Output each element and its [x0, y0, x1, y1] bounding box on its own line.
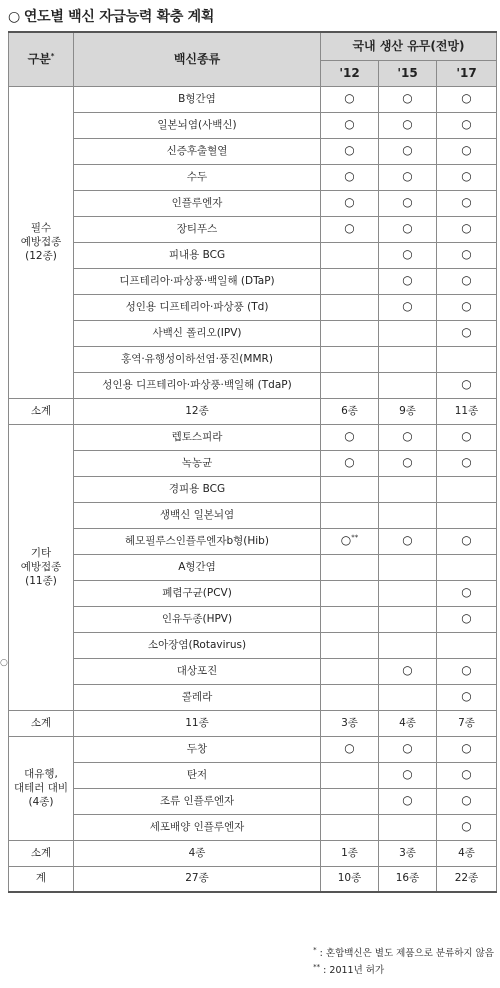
- vaccine-name: 경피용 BCG: [74, 476, 321, 502]
- production-mark-y12: [321, 528, 379, 554]
- subtotal-2012: 3종: [321, 710, 379, 736]
- table-row: [9, 190, 497, 216]
- production-mark: ○: [461, 767, 472, 782]
- production-mark: ○: [461, 117, 472, 132]
- production-mark: ○: [344, 455, 355, 470]
- production-mark-y12: [321, 164, 379, 190]
- grand-total-2015: 16종: [379, 866, 437, 892]
- production-mark-y12: [321, 138, 379, 164]
- production-mark: ○: [461, 455, 472, 470]
- production-mark-y12: [321, 424, 379, 450]
- production-mark-y15: [379, 268, 437, 294]
- header-category-label: 구분: [27, 52, 51, 67]
- vaccine-name: A형간염: [74, 554, 321, 580]
- page-title: [8, 6, 214, 26]
- production-mark-y12: [321, 372, 379, 398]
- table-row: [9, 112, 497, 138]
- production-mark-y15: [379, 190, 437, 216]
- vaccine-name: B형간염: [74, 86, 321, 112]
- production-mark-y12: [321, 814, 379, 840]
- footnote-1: [313, 945, 494, 962]
- category-cell: [9, 736, 74, 840]
- footnote-2: [313, 962, 494, 979]
- production-mark: ○: [402, 793, 413, 808]
- table-row: [9, 528, 497, 554]
- production-mark: ○: [461, 325, 472, 340]
- vaccine-name: 소아장염(Rotavirus): [74, 632, 321, 658]
- subtotal-label: 소계: [9, 710, 74, 736]
- table-body: [9, 86, 497, 892]
- production-mark-y12: [321, 580, 379, 606]
- table-row: [9, 658, 497, 684]
- production-mark: ○: [402, 767, 413, 782]
- production-mark: ○: [402, 455, 413, 470]
- production-mark-y15: [379, 346, 437, 372]
- header-category: [9, 32, 74, 86]
- production-mark: ○: [461, 169, 472, 184]
- production-mark: ○: [461, 221, 472, 236]
- vaccine-name: 인유두종(HPV): [74, 606, 321, 632]
- subtotal-total: 11종: [74, 710, 321, 736]
- table-row: [9, 268, 497, 294]
- production-mark-y15: [379, 788, 437, 814]
- category-line: 대유행,: [24, 767, 58, 780]
- production-mark-y17: [437, 372, 497, 398]
- production-mark: ○: [402, 221, 413, 236]
- table-row: [9, 814, 497, 840]
- production-mark-y15: [379, 606, 437, 632]
- grand-total-total: 27종: [74, 866, 321, 892]
- subtotal-2015: 4종: [379, 710, 437, 736]
- table-row: [9, 684, 497, 710]
- vaccine-name: 콜레라: [74, 684, 321, 710]
- production-mark-y12: [321, 502, 379, 528]
- production-mark-y17: [437, 476, 497, 502]
- header-production: 국내 생산 유무(전망): [321, 32, 497, 60]
- vaccine-name: 세포배양 인플루엔자: [74, 814, 321, 840]
- footnote-2-mark: **: [313, 962, 321, 971]
- production-mark: ○: [402, 429, 413, 444]
- production-mark: ○: [402, 273, 413, 288]
- table-row: [9, 346, 497, 372]
- title-bullet: ○: [8, 9, 20, 25]
- table-row: [9, 242, 497, 268]
- production-mark: ○: [402, 533, 413, 548]
- subtotal-row: [9, 398, 497, 424]
- production-mark: ○: [461, 663, 472, 678]
- production-mark-y17: [437, 294, 497, 320]
- table-row: [9, 372, 497, 398]
- category-cell: [9, 424, 74, 710]
- production-mark: ○: [344, 169, 355, 184]
- table-row: [9, 632, 497, 658]
- category-line: (12종): [25, 250, 57, 263]
- production-mark-y15: [379, 294, 437, 320]
- production-mark-y15: [379, 476, 437, 502]
- production-mark: ○: [402, 117, 413, 132]
- production-mark-y17: [437, 502, 497, 528]
- production-mark: ○: [461, 533, 472, 548]
- production-mark-y12: [321, 554, 379, 580]
- production-mark: ○: [344, 195, 355, 210]
- production-mark-y15: [379, 814, 437, 840]
- table-row: [9, 138, 497, 164]
- production-mark: ○: [402, 195, 413, 210]
- production-mark-y15: [379, 164, 437, 190]
- table-row: [9, 424, 497, 450]
- production-mark-y12: [321, 606, 379, 632]
- production-mark: ○: [461, 195, 472, 210]
- production-mark: ○: [402, 663, 413, 678]
- table-row: [9, 788, 497, 814]
- table-row: [9, 502, 497, 528]
- grand-total-2017: 22종: [437, 866, 497, 892]
- approval-note-mark: **: [351, 533, 359, 542]
- header-year-2012: '12: [321, 60, 379, 86]
- vaccine-name: 렙토스피라: [74, 424, 321, 450]
- production-mark-y15: [379, 684, 437, 710]
- table-row: [9, 450, 497, 476]
- production-mark-y17: [437, 632, 497, 658]
- vaccine-name: 생백신 일본뇌염: [74, 502, 321, 528]
- vaccine-name: 일본뇌염(사백신): [74, 112, 321, 138]
- category-line: 필수: [30, 221, 52, 234]
- production-mark: ○: [402, 143, 413, 158]
- vaccine-name: 폐렴구균(PCV): [74, 580, 321, 606]
- production-mark: ○: [461, 377, 472, 392]
- footnote-1-mark: *: [313, 945, 317, 954]
- production-mark-y15: [379, 580, 437, 606]
- production-mark: ○: [461, 689, 472, 704]
- footnote-1-text: : 혼합백신은 별도 제품으로 분류하지 않음: [316, 948, 494, 959]
- production-mark-y17: [437, 164, 497, 190]
- production-mark-y17: [437, 736, 497, 762]
- table-row: [9, 580, 497, 606]
- side-mark: ○: [0, 658, 8, 668]
- production-mark-y12: [321, 242, 379, 268]
- production-mark: ○: [461, 247, 472, 262]
- production-mark-y15: [379, 736, 437, 762]
- production-mark-y15: [379, 658, 437, 684]
- production-mark-y15: [379, 502, 437, 528]
- category-cell: [9, 86, 74, 398]
- production-mark: ○: [402, 247, 413, 262]
- production-mark: ○: [402, 299, 413, 314]
- production-mark: ○: [461, 299, 472, 314]
- production-mark: ○: [344, 143, 355, 158]
- vaccine-name: 탄저: [74, 762, 321, 788]
- production-mark-y12: [321, 736, 379, 762]
- grand-total-row: [9, 866, 497, 892]
- table-row: [9, 476, 497, 502]
- production-mark-y17: [437, 788, 497, 814]
- production-mark-y12: [321, 684, 379, 710]
- production-mark-y12: [321, 762, 379, 788]
- production-mark-y17: [437, 138, 497, 164]
- category-line: 대테러 대비: [13, 781, 69, 794]
- table-row: [9, 216, 497, 242]
- production-mark-y17: [437, 112, 497, 138]
- vaccine-name: 장티푸스: [74, 216, 321, 242]
- production-mark: ○: [344, 429, 355, 444]
- production-mark: ○: [461, 429, 472, 444]
- production-mark-y17: [437, 684, 497, 710]
- subtotal-row: [9, 710, 497, 736]
- production-mark: ○: [461, 585, 472, 600]
- production-mark-y17: [437, 762, 497, 788]
- production-mark-y15: [379, 86, 437, 112]
- production-mark: ○: [461, 611, 472, 626]
- vaccine-name: 조류 인플루엔자: [74, 788, 321, 814]
- production-mark: ○: [402, 741, 413, 756]
- production-mark-y17: [437, 814, 497, 840]
- table-row: [9, 736, 497, 762]
- vaccine-name: 성인용 디프테리아·파상풍·백일해 (TdaP): [74, 372, 321, 398]
- subtotal-2015: 3종: [379, 840, 437, 866]
- vaccine-name: 수두: [74, 164, 321, 190]
- vaccine-name: 디프테리아·파상풍·백일해 (DTaP): [74, 268, 321, 294]
- production-mark-y17: [437, 320, 497, 346]
- grand-total-label: 계: [9, 866, 74, 892]
- grand-total-2012: 10종: [321, 866, 379, 892]
- production-mark-y12: [321, 320, 379, 346]
- table-row: [9, 606, 497, 632]
- production-mark-y12: [321, 450, 379, 476]
- vaccine-table: [8, 31, 497, 893]
- production-mark: ○: [344, 741, 355, 756]
- production-mark-y17: [437, 190, 497, 216]
- footnotes: [313, 945, 494, 979]
- production-mark-y15: [379, 242, 437, 268]
- category-line: (11종): [25, 575, 57, 588]
- subtotal-label: 소계: [9, 840, 74, 866]
- subtotal-label: 소계: [9, 398, 74, 424]
- production-mark-y12: [321, 632, 379, 658]
- production-mark-y12: [321, 294, 379, 320]
- subtotal-total: 4종: [74, 840, 321, 866]
- production-mark-y12: [321, 658, 379, 684]
- category-line: 예방접종: [20, 560, 62, 573]
- footnote-2-text: : 2011년 허가: [320, 965, 385, 976]
- production-mark-y17: [437, 554, 497, 580]
- table-row: [9, 164, 497, 190]
- production-mark: ○: [461, 143, 472, 158]
- vaccine-name: 인플루엔자: [74, 190, 321, 216]
- header-vaccine: 백신종류: [74, 32, 321, 86]
- subtotal-2017: 7종: [437, 710, 497, 736]
- table-row: [9, 762, 497, 788]
- production-mark-y17: [437, 580, 497, 606]
- subtotal-2015: 9종: [379, 398, 437, 424]
- production-mark-y15: [379, 320, 437, 346]
- production-mark-y15: [379, 424, 437, 450]
- production-mark-y17: [437, 606, 497, 632]
- production-mark-y15: [379, 554, 437, 580]
- production-mark: ○: [461, 741, 472, 756]
- production-mark: ○: [402, 169, 413, 184]
- production-mark: ○: [461, 793, 472, 808]
- production-mark-y12: [321, 216, 379, 242]
- production-mark-y15: [379, 528, 437, 554]
- production-mark-y15: [379, 632, 437, 658]
- category-line: (4종): [28, 796, 54, 809]
- table-row: [9, 294, 497, 320]
- title-text: 연도별 백신 자급능력 확충 계획: [23, 9, 215, 25]
- production-mark: ○: [461, 819, 472, 834]
- header-year-2017: '17: [437, 60, 497, 86]
- production-mark: ○: [344, 117, 355, 132]
- production-mark-y17: [437, 528, 497, 554]
- subtotal-2012: 1종: [321, 840, 379, 866]
- vaccine-name: 사백신 폴리오(IPV): [74, 320, 321, 346]
- table-row: [9, 320, 497, 346]
- production-mark-y17: [437, 242, 497, 268]
- production-mark-y17: [437, 424, 497, 450]
- production-mark-y12: [321, 268, 379, 294]
- header-category-mark: *: [50, 52, 55, 61]
- production-mark: ○: [402, 91, 413, 106]
- production-mark-y12: [321, 788, 379, 814]
- table-row: [9, 86, 497, 112]
- production-mark: ○: [344, 221, 355, 236]
- subtotal-2017: 11종: [437, 398, 497, 424]
- category-line: 기타: [30, 546, 52, 559]
- production-mark-y17: [437, 216, 497, 242]
- production-mark-y12: [321, 112, 379, 138]
- vaccine-name: 대상포진: [74, 658, 321, 684]
- production-mark: ○: [461, 273, 472, 288]
- subtotal-total: 12종: [74, 398, 321, 424]
- vaccine-name: 두창: [74, 736, 321, 762]
- production-mark-y17: [437, 268, 497, 294]
- vaccine-name: 홍역·유행성이하선염·풍진(MMR): [74, 346, 321, 372]
- production-mark-y15: [379, 762, 437, 788]
- production-mark-y15: [379, 138, 437, 164]
- production-mark-y12: [321, 346, 379, 372]
- production-mark-y12: [321, 476, 379, 502]
- production-mark-y15: [379, 372, 437, 398]
- vaccine-name: 녹농균: [74, 450, 321, 476]
- table-row: [9, 554, 497, 580]
- category-line: 예방접종: [20, 235, 62, 248]
- subtotal-row: [9, 840, 497, 866]
- production-mark: ○: [461, 91, 472, 106]
- vaccine-name: 성인용 디프테리아·파상풍 (Td): [74, 294, 321, 320]
- subtotal-2017: 4종: [437, 840, 497, 866]
- production-mark: ○: [344, 91, 355, 106]
- subtotal-2012: 6종: [321, 398, 379, 424]
- vaccine-name: 신증후출혈열: [74, 138, 321, 164]
- production-mark-y17: [437, 450, 497, 476]
- production-mark-y12: [321, 190, 379, 216]
- production-mark: ○: [340, 533, 352, 548]
- production-mark-y17: [437, 658, 497, 684]
- vaccine-name: 헤모필루스인플루엔자b형(Hib): [74, 528, 321, 554]
- production-mark-y15: [379, 112, 437, 138]
- production-mark-y17: [437, 86, 497, 112]
- production-mark-y15: [379, 450, 437, 476]
- vaccine-name: 피내용 BCG: [74, 242, 321, 268]
- production-mark-y15: [379, 216, 437, 242]
- production-mark-y17: [437, 346, 497, 372]
- header-year-2015: '15: [379, 60, 437, 86]
- production-mark-y12: [321, 86, 379, 112]
